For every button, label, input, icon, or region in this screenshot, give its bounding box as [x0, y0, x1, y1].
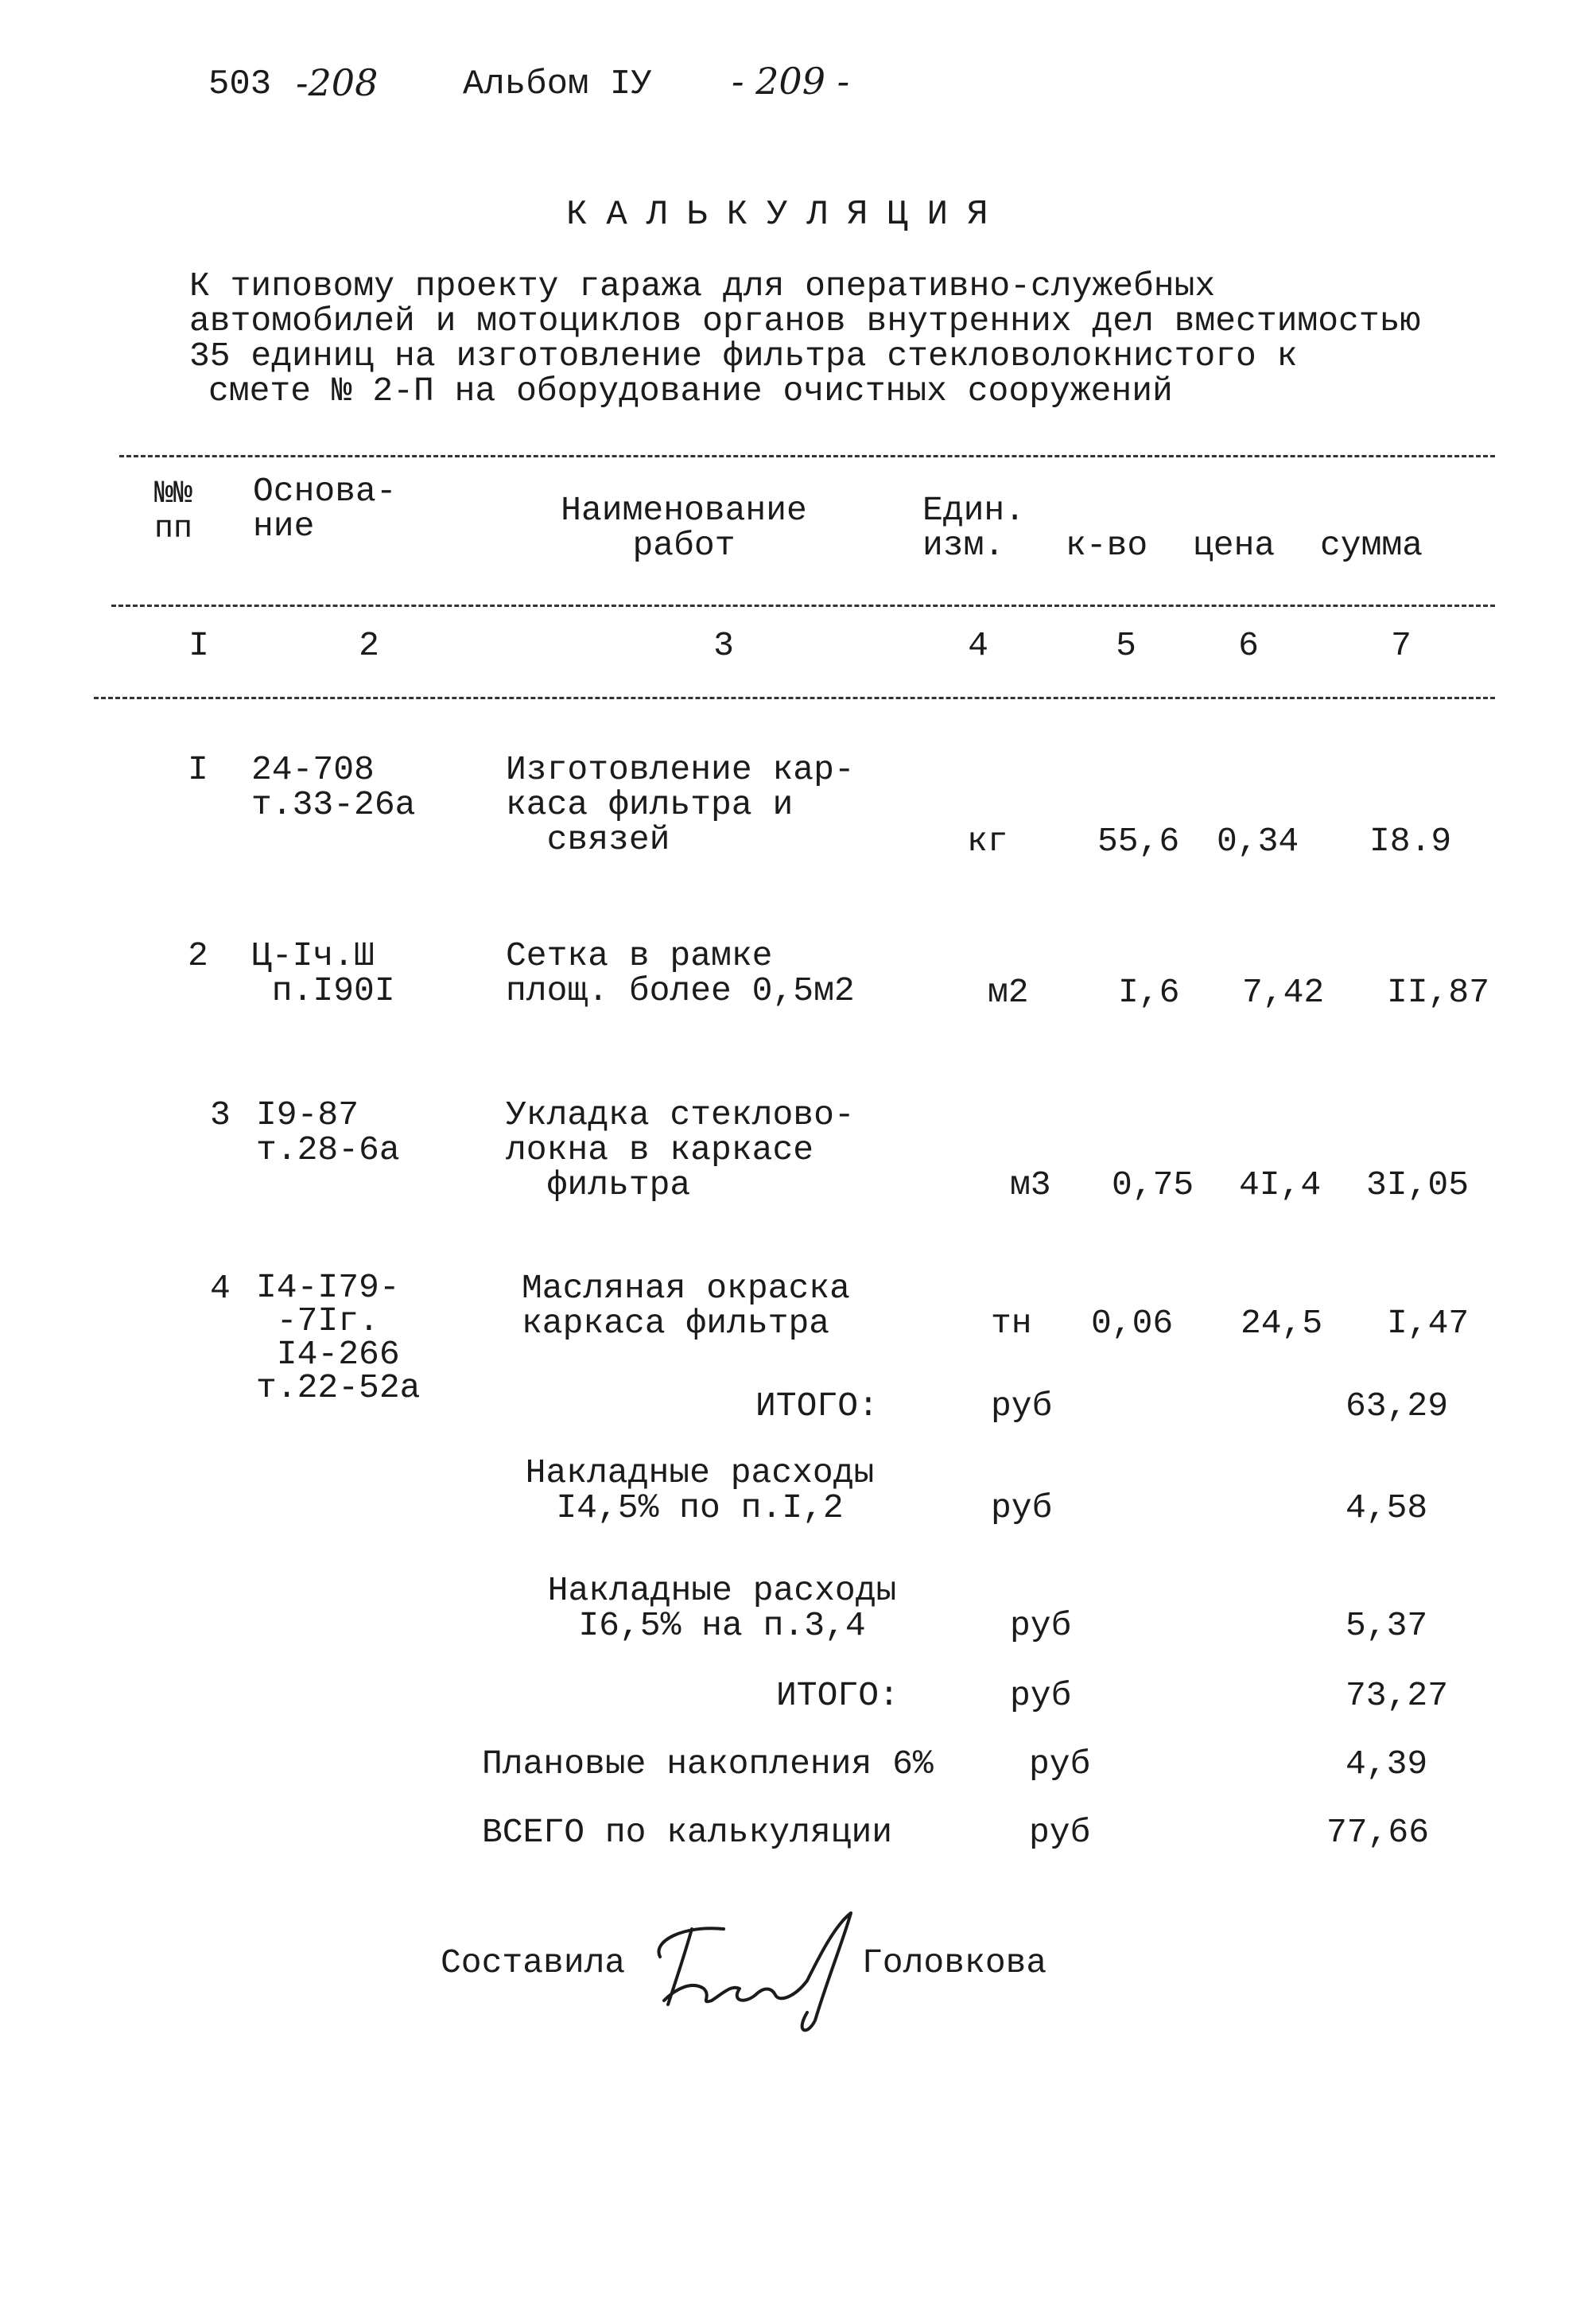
total-label: Накладные расходы I4,5% по п.I,2	[525, 1453, 875, 1527]
row-unit: м2	[988, 973, 1029, 1012]
row-price: 4I,4	[1239, 1165, 1322, 1204]
total-label: ВСЕГО по калькуляции	[482, 1813, 893, 1852]
intro-line: автомобилей и мотоциклов органов внутренних дел вместимостью	[189, 301, 1421, 340]
row-name: Изготовление кар- каса фильтра и связей	[506, 750, 855, 859]
header-page-number: - 209 -	[732, 60, 850, 103]
signature-prefix: Составила	[441, 1943, 626, 1982]
total-value: 4,39	[1346, 1744, 1428, 1783]
total-unit: руб	[991, 1386, 1053, 1425]
total-unit: руб	[1029, 1744, 1091, 1783]
signature-name: Головкова	[862, 1943, 1047, 1982]
row-basis: 24-708 т.33-26а	[251, 750, 416, 824]
row-basis: Ц-Iч.Ш п.I90I	[251, 936, 395, 1010]
column-number: 3	[713, 626, 734, 665]
header-price: цена	[1193, 526, 1276, 565]
column-number: 5	[1116, 626, 1136, 665]
row-qty: 0,06	[1091, 1304, 1174, 1343]
row-name: Масляная окраска каркаса фильтра	[522, 1269, 850, 1343]
total-value: 77,66	[1326, 1813, 1430, 1852]
row-sum: I,47	[1387, 1304, 1470, 1343]
header-qty: к-во	[1066, 526, 1148, 565]
total-label: ИТОГО:	[755, 1386, 879, 1425]
total-label: ИТОГО:	[776, 1676, 899, 1715]
total-unit: руб	[991, 1488, 1053, 1527]
row-basis: I4-I79- -7Iг. I4-266 т.22-52а	[256, 1268, 421, 1407]
row-sum: 3I,05	[1366, 1165, 1470, 1204]
row-name: Сетка в рамке площ. более 0,5м2	[506, 936, 855, 1010]
total-unit: руб	[1029, 1813, 1091, 1852]
row-unit: тн	[991, 1304, 1032, 1343]
header-unit: Един. изм.	[922, 491, 1026, 565]
total-label: Плановые накопления 6%	[482, 1744, 934, 1783]
header-basis: Основа- ние	[253, 472, 397, 546]
row-sum: I8.9	[1369, 822, 1452, 861]
column-number: 2	[359, 626, 379, 665]
total-value: 4,58	[1346, 1488, 1428, 1527]
total-label: Накладные расходы I6,5% на п.3,4	[547, 1571, 897, 1645]
row-num: 2	[188, 936, 208, 975]
header-num: №№ пп	[153, 476, 192, 547]
handwritten-signature	[636, 1893, 875, 2044]
intro-line: 35 единиц на изготовление фильтра стекловолокнистого к	[189, 336, 1298, 375]
column-number: 4	[968, 626, 988, 665]
row-qty: 0,75	[1112, 1165, 1194, 1204]
header-name: Наименование работ	[561, 491, 807, 565]
row-num: 3	[210, 1095, 231, 1134]
header-code: 503	[208, 64, 272, 104]
header-code-suffix: -208	[296, 61, 379, 104]
document-title: КАЛЬКУЛЯЦИЯ	[566, 195, 1008, 235]
row-unit: кг	[967, 822, 1008, 861]
total-unit: руб	[1010, 1606, 1072, 1645]
row-price: 7,42	[1242, 973, 1325, 1012]
row-num: I	[188, 750, 208, 789]
row-unit: м3	[1010, 1165, 1051, 1204]
row-num: 4	[210, 1269, 231, 1308]
table-top-rule	[119, 455, 1495, 457]
intro-line: смете № 2-П на оборудование очистных сооружений	[208, 371, 1173, 410]
row-sum: II,87	[1387, 973, 1490, 1012]
column-number: I	[188, 626, 209, 665]
total-value: 63,29	[1346, 1386, 1449, 1425]
column-numbers-rule	[94, 697, 1495, 699]
row-qty: 55,6	[1097, 822, 1180, 861]
header-bottom-rule	[111, 605, 1495, 607]
header-sum: сумма	[1320, 526, 1423, 565]
row-qty: I,6	[1118, 973, 1180, 1012]
row-name: Укладка стеклово- локна в каркасе фильтра	[506, 1095, 855, 1204]
row-price: 24,5	[1241, 1304, 1323, 1343]
row-price: 0,34	[1217, 822, 1299, 861]
total-value: 73,27	[1346, 1676, 1449, 1715]
total-unit: руб	[1010, 1676, 1072, 1715]
header-album: Альбом IУ	[463, 64, 652, 104]
row-basis: I9-87 т.28-6а	[256, 1095, 400, 1169]
column-number: 7	[1391, 626, 1412, 665]
intro-line: К типовому проекту гаража для оперативно-служебных	[189, 266, 1216, 305]
column-number: 6	[1238, 626, 1259, 665]
total-value: 5,37	[1346, 1606, 1428, 1645]
